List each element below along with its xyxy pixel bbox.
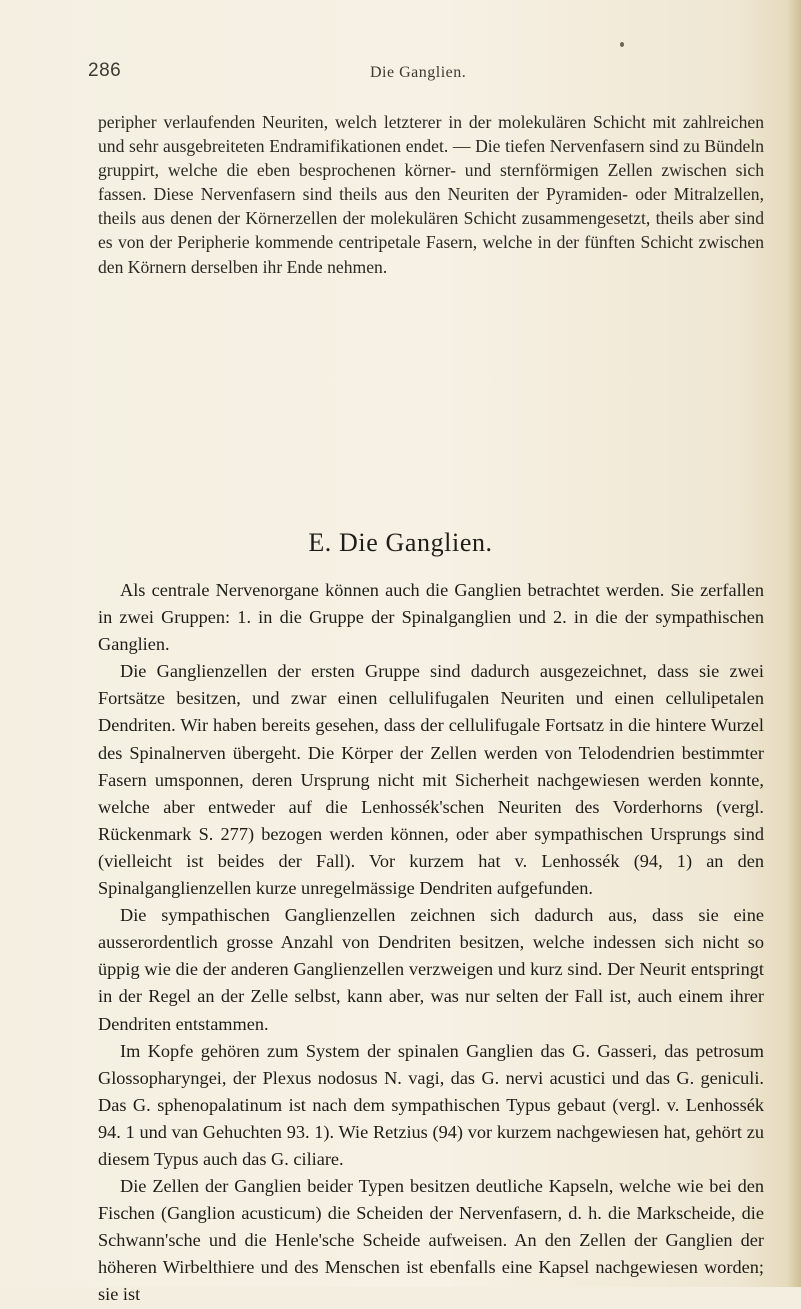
paragraph-2: Die Ganglienzellen der ersten Gruppe sind dadurch ausgezeichnet, dass sie zwei Fortsätze besitzen, und zwar einen cellulifugalen Neuriten und einen cellulipetalen Dendriten. Wir haben bereits gesehen, dass der cellulifugale Fortsatz in die hintere Wurzel des Spinalnerven übergeht. Die Körper der Zellen werden von Telodendrien bestimmter Fasern umsponnen, deren Ursprung nicht mit Sicherheit nachgewiesen werden konnte, welche aber entweder auf die Lenhossék'schen Neuriten des Vorderhorns (vergl. Rückenmark S. 277) bezogen werden können, oder aber sympathischen Ursprungs sind (vielleicht ist beides der Fall). Vor kurzem hat v. Lenhossék (94, 1) an den Spinalganglienzellen kurze unregelmässige Dendriten aufgefunden. <box>98 661 764 899</box>
section-body <box>98 577 764 1309</box>
paragraph-5: Die Zellen der Ganglien beider Typen besitzen deutliche Kapseln, welche wie bei den Fischen (Ganglion acusticum) die Scheiden der Nervenfasern, d. h. die Markscheide, die Schwann'sche und die Henle'sche Scheide aufweisen. An den Zellen der Ganglien der höheren Wirbelthiere und des Menschen ist ebenfalls eine Kapsel nachgewiesen worden; sie ist <box>98 1176 764 1305</box>
paragraph-3: Die sympathischen Ganglienzellen zeichnen sich dadurch aus, dass sie eine ausserordentlich grosse Anzahl von Dendriten besitzen, welche indessen sich nicht so üppig wie die der anderen Ganglienzellen verzweigen und kurz sind. Der Neurit entspringt in der Regel an der Zelle selbst, kann aber, was nur selten der Fall ist, auch einem ihrer Dendriten entstammen. <box>98 905 764 1034</box>
print-speck <box>620 42 624 47</box>
running-head: Die Ganglien. <box>370 64 467 81</box>
paragraph-1: Als centrale Nervenorgane können auch die Ganglien betrachtet werden. Sie zerfallen in zwei Gruppen: 1. in die Gruppe der Spinalganglien und 2. in die der sympathischen Ganglien. <box>98 580 764 655</box>
page-number: 286 <box>88 60 122 81</box>
section-heading: E. Die Ganglien. <box>308 528 493 557</box>
paragraph-4: Im Kopfe gehören zum System der spinalen Ganglien das G. Gasseri, das petrosum Glossopharyngei, der Plexus nodosus N. vagi, das G. nervi acustici und das G. geniculi. Das G. sphenopalatinum ist nach dem sympathischen Typus gebaut (vergl. v. Lenhossék 94. 1 und van Gehuchten 93. 1). Wie Retzius (94) vor kurzem nachgewiesen hat, gehört zu diesem Typus auch das G. ciliare. <box>98 1040 764 1169</box>
page-edge-shadow <box>787 0 801 1287</box>
intro-paragraph: peripher verlaufenden Neuriten, welch letzterer in der molekulären Schicht mit zahlreichen und sehr ausgebreiteten Endramifikationen endet. — Die tiefen Nervenfasern sind zu Bündeln gruppirt, welche die eben besprochenen körner- und sternförmigen Zellen zwischen sich fassen. Diese Nervenfasern sind theils aus den Neuriten der Pyramiden- oder Mitralzellen, theils aus denen der Körnerzellen der molekulären Schicht zusammengesetzt, theils aber sind es von der Peripherie kommende centripetale Fasern, welche in der fünften Schicht zwischen den Körnern derselben ihr Ende nehmen. <box>98 112 764 277</box>
